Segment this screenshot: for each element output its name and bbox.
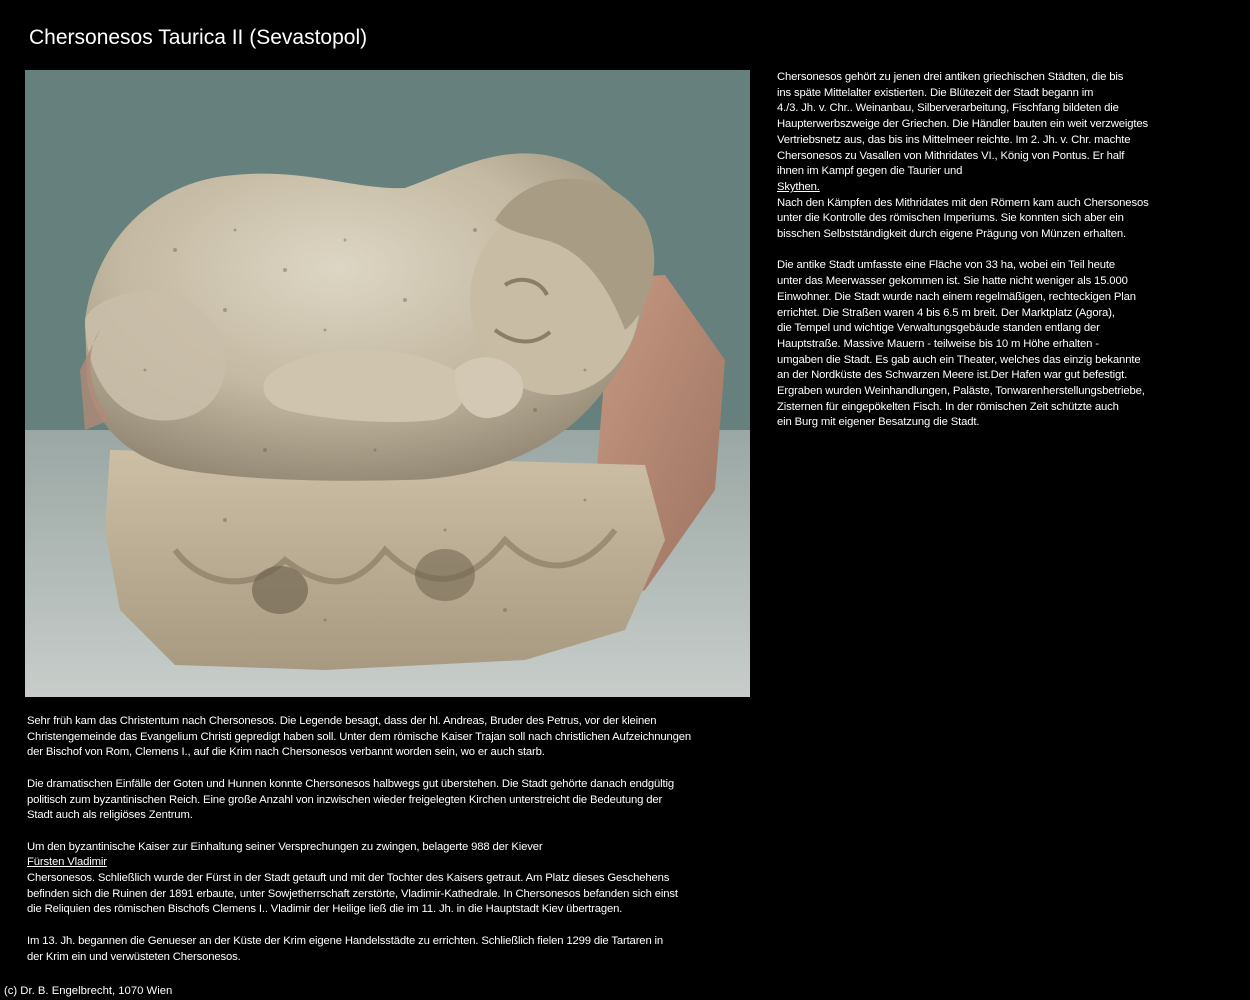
text-line: befinden sich die Ruinen der 1891 erbaute, unter Sowjetherrschaft zerstörte, Vladimir-Kathedrale. In Chersonesos befanden sich einst	[27, 887, 678, 900]
paragraph-origins	[777, 70, 1202, 243]
text-line: politisch zum byzantinischen Reich. Eine große Anzahl von inzwischen wieder freigelegten Kirchen unterstreicht die Bedeutung der	[27, 793, 663, 806]
text-line: ihnen im Kampf gegen die Taurier und	[777, 165, 963, 178]
text-line: ins späte Mittelalter existierten. Die Blütezeit der Stadt begann im	[777, 86, 1094, 99]
text-line: ein Burg mit eigener Besatzung die Stadt.	[777, 416, 980, 429]
text-line: Hauptstraße. Massive Mauern - teilweise bis 10 m Höhe erhalten -	[777, 337, 1099, 350]
sculpture-photo	[25, 70, 750, 697]
text-line: Chersonesos gehört zu jenen drei antiken griechischen Städten, die bis	[777, 71, 1124, 83]
text-line: Chersonesos zu Vasallen von Mithridates VI., König von Pontus. Er half	[777, 149, 1125, 162]
text-line: umgaben die Stadt. Es gab auch ein Theater, welches das einzig bekannte	[777, 353, 1141, 366]
text-line: der Bischof von Rom, Clemens I., auf die Krim nach Chersonesos verbannt worden sein, wo er auch starb.	[27, 746, 545, 759]
link-fuersten-vladimir[interactable]: Fürsten Vladimir	[27, 856, 107, 869]
copyright-footer: (c) Dr. B. Engelbrecht, 1070 Wien	[4, 985, 173, 997]
text-line: bisschen Selbstständigkeit durch eigene Prägung von Münzen erhalten.	[777, 228, 1127, 241]
text-line: der Krim ein und verwüsteten Chersonesos.	[27, 950, 241, 963]
paragraph-vladimir	[27, 840, 767, 919]
text-line: Christengemeinde das Evangelium Christi gepredigt haben soll. Unter dem römische Kaiser Trajan soll nach christlichen Aufzeichnungen	[27, 730, 692, 743]
text-line: Einwohner. Die Stadt wurde nach einem regelmäßigen, rechteckigen Plan	[777, 290, 1136, 303]
paragraph-genoese-tartars	[27, 934, 767, 965]
link-skythen[interactable]: Skythen.	[777, 180, 820, 193]
text-line: 4./3. Jh. v. Chr.. Weinanbau, Silberverarbeitung, Fischfang bildeten die	[777, 102, 1119, 115]
text-line: Die antike Stadt umfasste eine Fläche von 33 ha, wobei ein Teil heute	[777, 259, 1115, 272]
history-text-right	[777, 70, 1202, 447]
text-line: errichtet. Die Straßen waren 4 bis 6.5 m breit. Der Marktplatz (Agora),	[777, 306, 1115, 319]
text-line: Chersonesos. Schließlich wurde der Fürst in der Stadt getauft und mit der Tochter des Kaisers getraut. Am Platz dieses Geschehens	[27, 872, 670, 884]
paragraph-christianity	[27, 714, 767, 761]
text-line: Sehr früh kam das Christentum nach Chersonesos. Die Legende besagt, dass der hl. Andreas, Bruder des Petrus, vor der kleinen	[27, 715, 657, 727]
paragraph-byzantine	[27, 777, 767, 824]
text-line: Um den byzantinische Kaiser zur Einhaltung seiner Versprechungen zu zwingen, belagerte 988 der Kiever	[27, 840, 543, 853]
text-line: die Tempel und wichtige Verwaltungsgebäude standen entlang der	[777, 322, 1100, 335]
text-line: Haupterwerbszweige der Griechen. Die Händler bauten ein weit verzweigtes	[777, 118, 1148, 131]
text-line: unter die Kontrolle des römischen Imperiums. Sie konnten sich aber ein	[777, 212, 1124, 225]
paragraph-city-layout	[777, 258, 1202, 431]
text-line: Zisternen für eingepökelten Fisch. In der römischen Zeit schützte auch	[777, 400, 1119, 413]
text-line: Ergraben wurden Weinhandlungen, Paläste, Tonwarenherstellungsbetriebe,	[777, 385, 1145, 398]
history-text-bottom	[27, 714, 767, 981]
text-line: an der Nordküste des Schwarzen Meere ist.Der Hafen war gut befestigt.	[777, 369, 1128, 382]
text-line: Nach den Kämpfen des Mithridates mit den Römern kam auch Chersonesos	[777, 196, 1149, 209]
text-line: Stadt auch als religiöses Zentrum.	[27, 809, 193, 822]
text-line: Vertriebsnetz aus, das bis ins Mittelmeer reichte. Im 2. Jh. v. Chr. machte	[777, 133, 1131, 146]
sleeping-figure-sculpture-image	[25, 70, 750, 697]
text-line: unter das Meerwasser gekommen ist. Sie hatte nicht weniger als 15.000	[777, 275, 1128, 288]
text-line: die Reliquien des römischen Bischofs Clemens I.. Vladimir der Heilige ließ die im 11. Jh. in die Hauptstadt Kiev übertragen.	[27, 903, 623, 916]
text-line: Die dramatischen Einfälle der Goten und Hunnen konnte Chersonesos halbwegs gut überstehen. Die Stadt gehörte danach endgültig	[27, 777, 674, 790]
text-line: Im 13. Jh. begannen die Genueser an der Küste der Krim eigene Handelsstädte zu errichten. Schließlich fielen 1299 die Tartaren in	[27, 934, 664, 947]
page-title: Chersonesos Taurica II (Sevastopol)	[29, 26, 368, 49]
